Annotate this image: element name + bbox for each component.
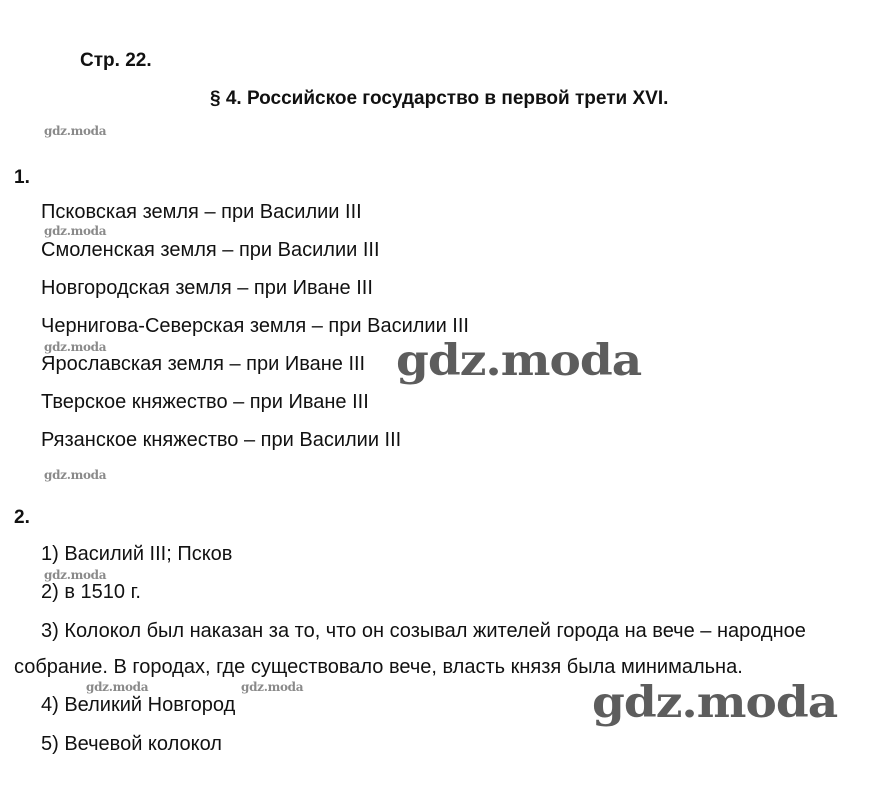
answer-list-item: Псковская земля – при Василии III bbox=[41, 201, 362, 223]
answer-line: собрание. В городах, где существовало вече, власть князя была минимальна. bbox=[14, 656, 743, 678]
watermark-small: gdz.moda bbox=[44, 568, 107, 582]
answer-line: 2) в 1510 г. bbox=[41, 581, 141, 603]
watermark-small: gdz.moda bbox=[241, 680, 304, 694]
watermark-small: gdz.moda bbox=[44, 224, 107, 238]
answer-line: 4) Великий Новгород bbox=[41, 694, 236, 716]
watermark-small: gdz.moda bbox=[86, 680, 149, 694]
watermark-large: gdz.moda bbox=[592, 677, 838, 728]
page-label: Стр. 22. bbox=[80, 50, 152, 71]
answer-list-item: Ярославская земля – при Иване III bbox=[41, 353, 366, 375]
watermark-small: gdz.moda bbox=[44, 340, 107, 354]
answer-list-item: Тверское княжество – при Иване III bbox=[41, 391, 369, 413]
question-1-number: 1. bbox=[14, 167, 30, 188]
answer-list-item: Новгородская земля – при Иване III bbox=[41, 277, 373, 299]
answer-list-item: Рязанское княжество – при Василии III bbox=[41, 429, 402, 451]
section-title: § 4. Российское государство в первой трети XVI. bbox=[210, 88, 669, 109]
watermark-small: gdz.moda bbox=[44, 468, 107, 482]
answer-line: 5) Вечевой колокол bbox=[41, 733, 222, 755]
answer-line: 3) Колокол был наказан за то, что он созывал жителей города на вече – народное bbox=[41, 620, 806, 642]
answer-list-item: Смоленская земля – при Василии III bbox=[41, 239, 380, 261]
question-2-number: 2. bbox=[14, 507, 30, 528]
watermark-small: gdz.moda bbox=[44, 124, 107, 138]
answer-line: 1) Василий III; Псков bbox=[41, 543, 233, 565]
watermark-large: gdz.moda bbox=[396, 335, 642, 386]
answer-list-item: Чернигова-Северская земля – при Василии III bbox=[41, 315, 469, 337]
